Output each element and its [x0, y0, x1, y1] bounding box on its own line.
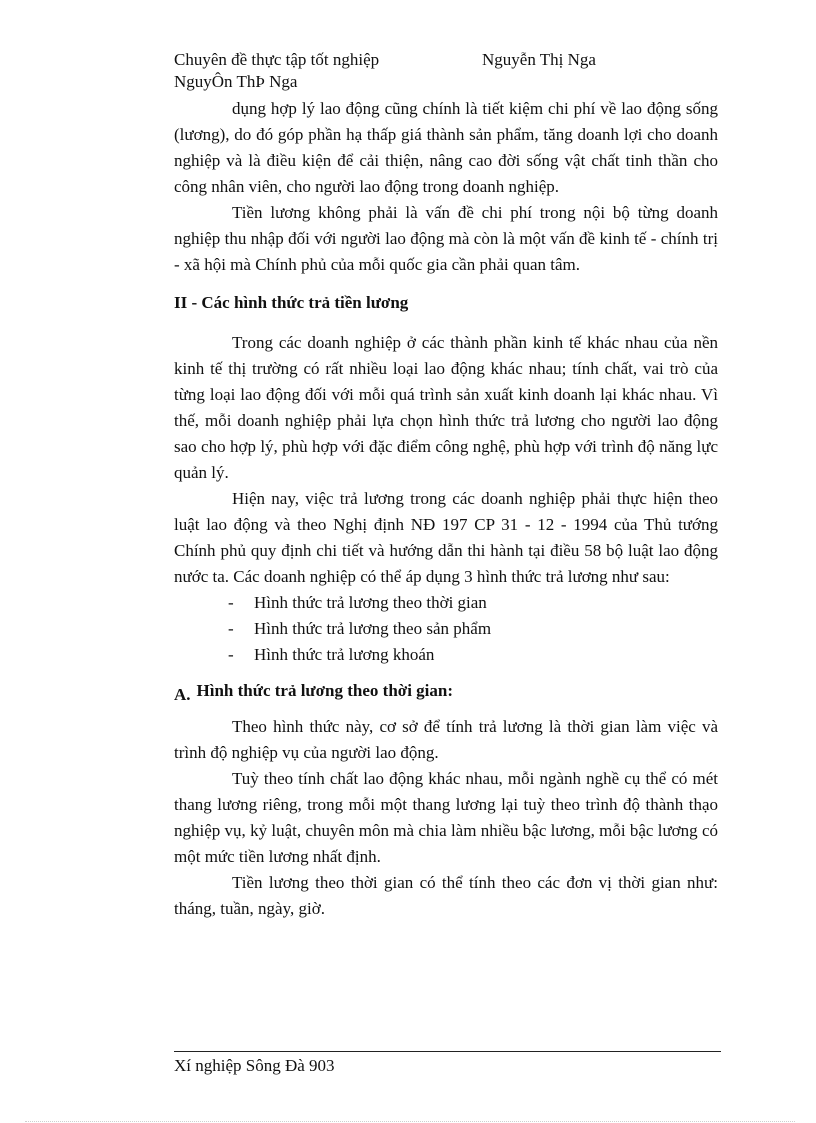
section-heading: II - Các hình thức trả tiền lương [174, 293, 409, 312]
list-item-text: Hình thức trả lương theo sản phẩm [254, 619, 492, 638]
header-author: Nguyễn Thị Nga [482, 50, 596, 69]
subsection-heading [174, 678, 718, 704]
paragraph: Theo hình thức này, cơ sở để tính trả lương là thời gian làm việc và trình độ nghiệp vụ của người lao động. [174, 717, 718, 762]
list-item [174, 642, 718, 668]
bullet-dash: - [228, 645, 234, 664]
paragraph: dụng hợp lý lao động cũng chính là tiết kiệm chi phí về lao động sống (lương), do đó góp phần hạ thấp giá thành sản phẩm, tăng doanh lợi cho doanh nghiệp và là điều kiện để cải thiện, nâng cao đời sống vật chất tinh thần cho công nhân viên, cho người lao động trong doanh nghiệp. [174, 99, 718, 196]
paragraph: Tuỳ theo tính chất lao động khác nhau, mỗi ngành nghề cụ thể có mét thang lương riêng, trong mỗi một thang lương lại tuỳ theo trình độ thành thạo nghiệp vụ, kỷ luật, chuyên môn mà chia làm nhiều bậc lương, mỗi bậc lương có một mức tiền lương nhất định. [174, 769, 718, 866]
list-item-text: Hình thức trả lương theo thời gian [254, 593, 487, 612]
paragraph: Trong các doanh nghiệp ở các thành phần kinh tế khác nhau của nền kinh tế thị trường có rất nhiều loại lao động khác nhau; tính chất, vai trò của từng loại lao động đối với mỗi quá trình sản xuất kinh doanh lại khác nhau. Vì thế, mỗi doanh nghiệp phải lựa chọn hình thức trả lương cho người lao động sao cho hợp lý, phù hợp với đặc điểm công nghệ, phù hợp với trình độ năng lực quản lý. [174, 333, 718, 482]
list-item [174, 590, 718, 616]
list-item-text: Hình thức trả lương khoán [254, 645, 435, 664]
bullet-dash: - [228, 619, 234, 638]
wage-forms-list [174, 590, 718, 668]
header-title: Chuyên đề thực tập tốt nghiệp [174, 50, 380, 69]
page-bottom-border [25, 1121, 795, 1122]
list-item [174, 616, 718, 642]
footer-text: Xí nghiệp Sông Đà 903 [174, 1056, 335, 1075]
bullet-dash: - [228, 593, 234, 612]
paragraph: Hiện nay, việc trả lương trong các doanh nghiệp phải thực hiện theo luật lao động và theo Nghị định NĐ 197 CP 31 - 12 - 1994 của Thủ tướng Chính phủ quy định chi tiết và hướng dẫn thi hành tại điều 58 bộ luật lao động nước ta. Các doanh nghiệp có thể áp dụng 3 hình thức trả lương như sau: [174, 489, 718, 586]
header-author-garbled: NguyÔn ThÞ Nga [174, 72, 298, 91]
body-content [174, 96, 718, 922]
subsection-letter: A. [174, 685, 191, 704]
footer-divider [174, 1051, 721, 1052]
subsection-title: Hình thức trả lương theo thời gian: [196, 681, 454, 700]
paragraph: Tiền lương theo thời gian có thể tính theo các đơn vị thời gian như: tháng, tuần, ngày, giờ. [174, 873, 718, 918]
paragraph: Tiền lương không phải là vấn đề chi phí trong nội bộ từng doanh nghiệp thu nhập đối với người lao động mà còn là một vấn đề kinh tế - chính trị - xã hội mà Chính phủ của mỗi quốc gia cần phải quan tâm. [174, 203, 718, 274]
